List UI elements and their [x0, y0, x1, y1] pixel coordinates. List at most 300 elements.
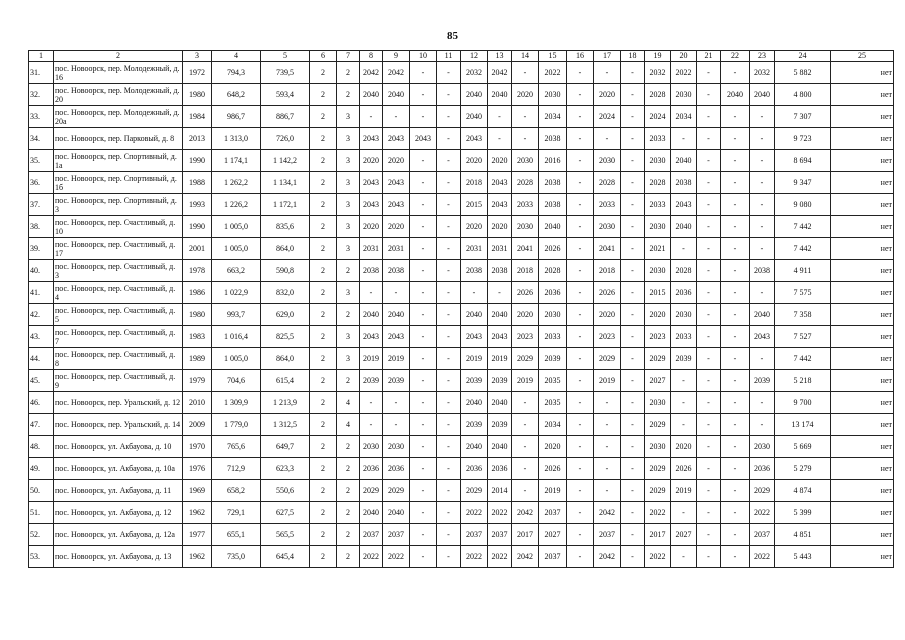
table-cell: 2: [310, 216, 337, 238]
table-cell: 2022: [461, 502, 488, 524]
table-cell: -: [437, 524, 461, 546]
table-cell: нет: [831, 414, 894, 436]
table-cell: 2034: [539, 106, 567, 128]
table-cell: 2042: [383, 62, 410, 84]
table-cell: 9 700: [775, 392, 831, 414]
table-cell: 2028: [594, 172, 621, 194]
table-cell: -: [360, 282, 383, 304]
table-row: [29, 392, 894, 414]
table-cell: 627,5: [261, 502, 310, 524]
table-cell: 2043: [671, 194, 697, 216]
table-row: [29, 194, 894, 216]
table-cell: нет: [831, 282, 894, 304]
table-cell: 2: [337, 546, 360, 568]
table-cell: -: [621, 348, 645, 370]
column-header: 21: [697, 51, 721, 62]
table-cell: 3: [337, 282, 360, 304]
row-number: 42.: [29, 304, 54, 326]
table-cell: -: [721, 238, 750, 260]
table-cell: -: [697, 348, 721, 370]
table-cell: -: [621, 370, 645, 392]
table-cell: -: [567, 194, 594, 216]
table-cell: -: [721, 326, 750, 348]
table-cell: 1988: [183, 172, 212, 194]
table-cell: -: [697, 392, 721, 414]
table-cell: -: [697, 84, 721, 106]
table-cell: 1 016,4: [212, 326, 261, 348]
table-cell: 2029: [750, 480, 775, 502]
table-cell: 2043: [360, 194, 383, 216]
table-cell: 735,0: [212, 546, 261, 568]
table-row: [29, 524, 894, 546]
table-cell: -: [750, 128, 775, 150]
table-cell: 5 399: [775, 502, 831, 524]
table-cell: -: [721, 150, 750, 172]
table-cell: 3: [337, 326, 360, 348]
table-cell: 2040: [461, 84, 488, 106]
table-cell: 1962: [183, 546, 212, 568]
table-cell: нет: [831, 304, 894, 326]
table-cell: 2030: [671, 304, 697, 326]
table-cell: -: [621, 546, 645, 568]
table-cell: 648,2: [212, 84, 261, 106]
table-cell: 2039: [539, 348, 567, 370]
table-cell: -: [437, 392, 461, 414]
table-cell: нет: [831, 194, 894, 216]
table-cell: 2: [337, 260, 360, 282]
table-cell: -: [621, 150, 645, 172]
column-header: 1: [29, 51, 54, 62]
table-cell: 2: [310, 62, 337, 84]
address-cell: пос. Новоорск, пер. Счастливый, д. 17: [54, 238, 183, 260]
table-cell: 13 174: [775, 414, 831, 436]
table-cell: -: [461, 282, 488, 304]
table-cell: -: [721, 370, 750, 392]
table-cell: 2030: [671, 84, 697, 106]
table-cell: 2: [310, 326, 337, 348]
row-number: 52.: [29, 524, 54, 546]
table-cell: 2043: [383, 128, 410, 150]
table-cell: -: [721, 502, 750, 524]
address-cell: пос. Новоорск, ул. Акбауова, д. 12: [54, 502, 183, 524]
table-cell: 2036: [539, 282, 567, 304]
address-cell: пос. Новоорск, пер. Уральский, д. 12: [54, 392, 183, 414]
table-cell: 2042: [360, 62, 383, 84]
table-cell: 2043: [750, 326, 775, 348]
table-cell: -: [410, 216, 437, 238]
table-cell: 2023: [512, 326, 539, 348]
table-cell: 1 309,9: [212, 392, 261, 414]
table-cell: 2042: [594, 502, 621, 524]
table-cell: 2040: [383, 304, 410, 326]
table-cell: -: [567, 62, 594, 84]
address-cell: пос. Новоорск, пер. Уральский, д. 14: [54, 414, 183, 436]
table-cell: -: [437, 172, 461, 194]
table-cell: 2019: [512, 370, 539, 392]
table-cell: -: [567, 84, 594, 106]
table-body: [29, 62, 894, 568]
table-cell: -: [697, 458, 721, 480]
table-cell: 2037: [539, 546, 567, 568]
table-cell: 2039: [461, 414, 488, 436]
table-cell: -: [512, 106, 539, 128]
table-cell: 886,7: [261, 106, 310, 128]
table-cell: 2041: [512, 238, 539, 260]
table-cell: 3: [337, 128, 360, 150]
table-cell: 7 527: [775, 326, 831, 348]
table-cell: 658,2: [212, 480, 261, 502]
table-cell: -: [488, 106, 512, 128]
table-cell: 2036: [671, 282, 697, 304]
table-cell: 2017: [645, 524, 671, 546]
table-cell: 2020: [360, 216, 383, 238]
table-cell: -: [567, 524, 594, 546]
table-cell: нет: [831, 436, 894, 458]
table-cell: 2043: [488, 194, 512, 216]
table-cell: 4 911: [775, 260, 831, 282]
table-cell: 2038: [539, 128, 567, 150]
column-header: 2: [54, 51, 183, 62]
table-cell: -: [410, 304, 437, 326]
table-cell: 7 307: [775, 106, 831, 128]
table-cell: -: [410, 194, 437, 216]
table-row: [29, 238, 894, 260]
table-cell: нет: [831, 84, 894, 106]
table-cell: 2030: [539, 84, 567, 106]
table-cell: 2039: [461, 370, 488, 392]
table-cell: -: [750, 414, 775, 436]
table-cell: 2: [310, 194, 337, 216]
table-cell: 2030: [645, 216, 671, 238]
table-cell: 2040: [360, 84, 383, 106]
table-cell: -: [697, 480, 721, 502]
table-cell: -: [721, 172, 750, 194]
table-row: [29, 458, 894, 480]
table-cell: -: [567, 392, 594, 414]
table-cell: 2043: [383, 194, 410, 216]
column-header: 5: [261, 51, 310, 62]
address-cell: пос. Новоорск, пер. Счастливый, д. 3: [54, 260, 183, 282]
table-cell: 2034: [539, 414, 567, 436]
table-cell: -: [410, 172, 437, 194]
table-cell: 2: [337, 502, 360, 524]
table-cell: 2030: [594, 150, 621, 172]
row-number: 40.: [29, 260, 54, 282]
row-number: 49.: [29, 458, 54, 480]
table-cell: нет: [831, 326, 894, 348]
table-cell: 1984: [183, 106, 212, 128]
table-cell: -: [750, 216, 775, 238]
table-cell: 2030: [594, 216, 621, 238]
table-cell: 2039: [383, 370, 410, 392]
table-cell: -: [671, 370, 697, 392]
table-cell: -: [437, 84, 461, 106]
table-cell: -: [621, 216, 645, 238]
table-cell: -: [567, 348, 594, 370]
table-cell: 2038: [750, 260, 775, 282]
table-cell: -: [437, 216, 461, 238]
table-cell: -: [697, 194, 721, 216]
table-cell: -: [697, 414, 721, 436]
table-cell: нет: [831, 502, 894, 524]
table-cell: -: [410, 84, 437, 106]
table-cell: 1962: [183, 502, 212, 524]
table-cell: 9 723: [775, 128, 831, 150]
table-cell: 2: [310, 172, 337, 194]
table-cell: 2038: [488, 260, 512, 282]
address-cell: пос. Новоорск, пер. Спортивный, д. 1б: [54, 172, 183, 194]
row-number: 46.: [29, 392, 54, 414]
table-cell: 2020: [383, 216, 410, 238]
table-cell: 864,0: [261, 348, 310, 370]
table-cell: 2019: [383, 348, 410, 370]
table-cell: -: [567, 480, 594, 502]
address-cell: пос. Новоорск, ул. Акбауова, д. 10: [54, 436, 183, 458]
table-cell: 615,4: [261, 370, 310, 392]
table-cell: 2039: [750, 370, 775, 392]
table-cell: 1990: [183, 150, 212, 172]
column-header: 4: [212, 51, 261, 62]
address-cell: пос. Новоорск, пер. Счастливый, д. 4: [54, 282, 183, 304]
table-cell: 2: [310, 524, 337, 546]
table-cell: 2033: [539, 326, 567, 348]
table-cell: 2040: [750, 304, 775, 326]
table-cell: 2040: [721, 84, 750, 106]
table-cell: -: [437, 282, 461, 304]
table-cell: 2030: [360, 436, 383, 458]
table-cell: -: [567, 128, 594, 150]
table-cell: 765,6: [212, 436, 261, 458]
table-cell: -: [410, 62, 437, 84]
table-cell: 3: [337, 106, 360, 128]
table-cell: 2038: [360, 260, 383, 282]
table-row: [29, 480, 894, 502]
table-cell: 2020: [539, 436, 567, 458]
table-cell: 2031: [360, 238, 383, 260]
table-cell: 645,4: [261, 546, 310, 568]
address-cell: пос. Новоорск, пер. Молодежный, д. 16: [54, 62, 183, 84]
table-cell: 739,5: [261, 62, 310, 84]
table-cell: -: [567, 260, 594, 282]
table-cell: 2042: [594, 546, 621, 568]
table-row: [29, 62, 894, 84]
row-number: 53.: [29, 546, 54, 568]
table-row: [29, 260, 894, 282]
table-cell: 1983: [183, 326, 212, 348]
table-cell: 5 443: [775, 546, 831, 568]
table-cell: 2043: [461, 326, 488, 348]
table-cell: 2020: [461, 216, 488, 238]
table-cell: 2037: [488, 524, 512, 546]
table-cell: 1 005,0: [212, 348, 261, 370]
table-cell: 2: [310, 480, 337, 502]
table-cell: 2009: [183, 414, 212, 436]
table-cell: 2042: [512, 502, 539, 524]
table-cell: 2028: [539, 260, 567, 282]
table-cell: 2040: [461, 392, 488, 414]
table-cell: 2037: [750, 524, 775, 546]
table-cell: -: [437, 370, 461, 392]
table-cell: -: [721, 194, 750, 216]
table-cell: 2042: [488, 62, 512, 84]
table-cell: -: [721, 106, 750, 128]
table-cell: 2: [337, 480, 360, 502]
table-cell: 2: [337, 370, 360, 392]
table-cell: -: [410, 260, 437, 282]
table-cell: -: [594, 458, 621, 480]
table-cell: 2027: [539, 524, 567, 546]
table-cell: 2023: [594, 326, 621, 348]
table-cell: -: [437, 458, 461, 480]
table-cell: 649,7: [261, 436, 310, 458]
table-cell: 2037: [539, 502, 567, 524]
table-cell: нет: [831, 348, 894, 370]
table-cell: -: [488, 282, 512, 304]
table-cell: 2015: [645, 282, 671, 304]
table-cell: 2028: [512, 172, 539, 194]
address-cell: пос. Новоорск, ул. Акбауова, д. 12а: [54, 524, 183, 546]
table-cell: 2: [337, 62, 360, 84]
table-cell: -: [697, 128, 721, 150]
table-cell: 3: [337, 238, 360, 260]
table-cell: 1980: [183, 84, 212, 106]
table-cell: 2040: [488, 436, 512, 458]
table-cell: -: [410, 546, 437, 568]
address-cell: пос. Новоорск, пер. Спортивный, д. 1а: [54, 150, 183, 172]
table-cell: 2019: [360, 348, 383, 370]
table-row: [29, 84, 894, 106]
table-cell: -: [567, 150, 594, 172]
table-cell: 550,6: [261, 480, 310, 502]
table-cell: 1986: [183, 282, 212, 304]
table-cell: 835,6: [261, 216, 310, 238]
row-number: 37.: [29, 194, 54, 216]
table-cell: -: [721, 546, 750, 568]
table-cell: -: [567, 238, 594, 260]
table-row: [29, 546, 894, 568]
address-cell: пос. Новоорск, пер. Молодежный, д. 20а: [54, 106, 183, 128]
row-number: 32.: [29, 84, 54, 106]
table-cell: 2019: [461, 348, 488, 370]
table-cell: 3: [337, 172, 360, 194]
table-cell: 2029: [594, 348, 621, 370]
table-cell: -: [488, 128, 512, 150]
table-cell: -: [697, 62, 721, 84]
table-cell: -: [721, 62, 750, 84]
header-row: [29, 51, 894, 62]
table-cell: 2018: [461, 172, 488, 194]
table-cell: 2020: [461, 150, 488, 172]
table-cell: -: [621, 282, 645, 304]
table-cell: -: [383, 414, 410, 436]
table-cell: -: [567, 172, 594, 194]
table-cell: 1 142,2: [261, 150, 310, 172]
table-cell: 2040: [671, 216, 697, 238]
column-header: 9: [383, 51, 410, 62]
table-cell: 1980: [183, 304, 212, 326]
table-cell: нет: [831, 238, 894, 260]
table-cell: 2022: [360, 546, 383, 568]
table-cell: 5 218: [775, 370, 831, 392]
table-cell: 2026: [539, 458, 567, 480]
table-cell: 2022: [645, 502, 671, 524]
table-cell: 2013: [183, 128, 212, 150]
table-cell: 2029: [512, 348, 539, 370]
table-cell: 2018: [512, 260, 539, 282]
table-cell: 2030: [512, 216, 539, 238]
table-cell: 2020: [594, 304, 621, 326]
address-cell: пос. Новоорск, ул. Акбауова, д. 10а: [54, 458, 183, 480]
row-number: 50.: [29, 480, 54, 502]
table-cell: 2022: [488, 502, 512, 524]
table-cell: 2: [337, 458, 360, 480]
table-cell: 4: [337, 392, 360, 414]
table-cell: -: [383, 106, 410, 128]
table-cell: 3: [337, 150, 360, 172]
table-cell: -: [621, 458, 645, 480]
table-cell: 2037: [461, 524, 488, 546]
column-header: 14: [512, 51, 539, 62]
table-cell: -: [437, 502, 461, 524]
table-cell: -: [697, 326, 721, 348]
table-cell: 2: [310, 304, 337, 326]
table-cell: -: [437, 106, 461, 128]
table-cell: 2040: [360, 502, 383, 524]
table-cell: 2: [310, 502, 337, 524]
table-cell: -: [410, 480, 437, 502]
table-row: [29, 348, 894, 370]
row-number: 48.: [29, 436, 54, 458]
table-cell: -: [697, 370, 721, 392]
table-cell: -: [621, 524, 645, 546]
table-row: [29, 128, 894, 150]
table-cell: 2039: [488, 414, 512, 436]
table-cell: 2027: [671, 524, 697, 546]
table-cell: -: [721, 128, 750, 150]
table-cell: 2039: [671, 348, 697, 370]
table-cell: 590,8: [261, 260, 310, 282]
table-cell: 2022: [461, 546, 488, 568]
table-cell: -: [360, 414, 383, 436]
table-cell: 2: [337, 436, 360, 458]
table-cell: -: [621, 392, 645, 414]
table-cell: 2018: [594, 260, 621, 282]
table-cell: 2029: [645, 480, 671, 502]
table-cell: 2033: [645, 194, 671, 216]
column-header: 13: [488, 51, 512, 62]
table-cell: -: [410, 502, 437, 524]
table-row: [29, 326, 894, 348]
table-cell: -: [721, 304, 750, 326]
table-cell: -: [410, 436, 437, 458]
table-cell: 2040: [461, 436, 488, 458]
table-cell: 2030: [539, 304, 567, 326]
table-cell: 2035: [539, 392, 567, 414]
table-cell: -: [671, 502, 697, 524]
table-cell: 7 575: [775, 282, 831, 304]
table-cell: -: [512, 128, 539, 150]
table-cell: нет: [831, 260, 894, 282]
table-cell: -: [410, 238, 437, 260]
table-cell: 4: [337, 414, 360, 436]
table-cell: -: [621, 238, 645, 260]
table-cell: -: [410, 370, 437, 392]
table-cell: -: [594, 62, 621, 84]
table-cell: 2: [310, 238, 337, 260]
table-cell: нет: [831, 546, 894, 568]
table-cell: -: [437, 304, 461, 326]
table-cell: -: [697, 436, 721, 458]
